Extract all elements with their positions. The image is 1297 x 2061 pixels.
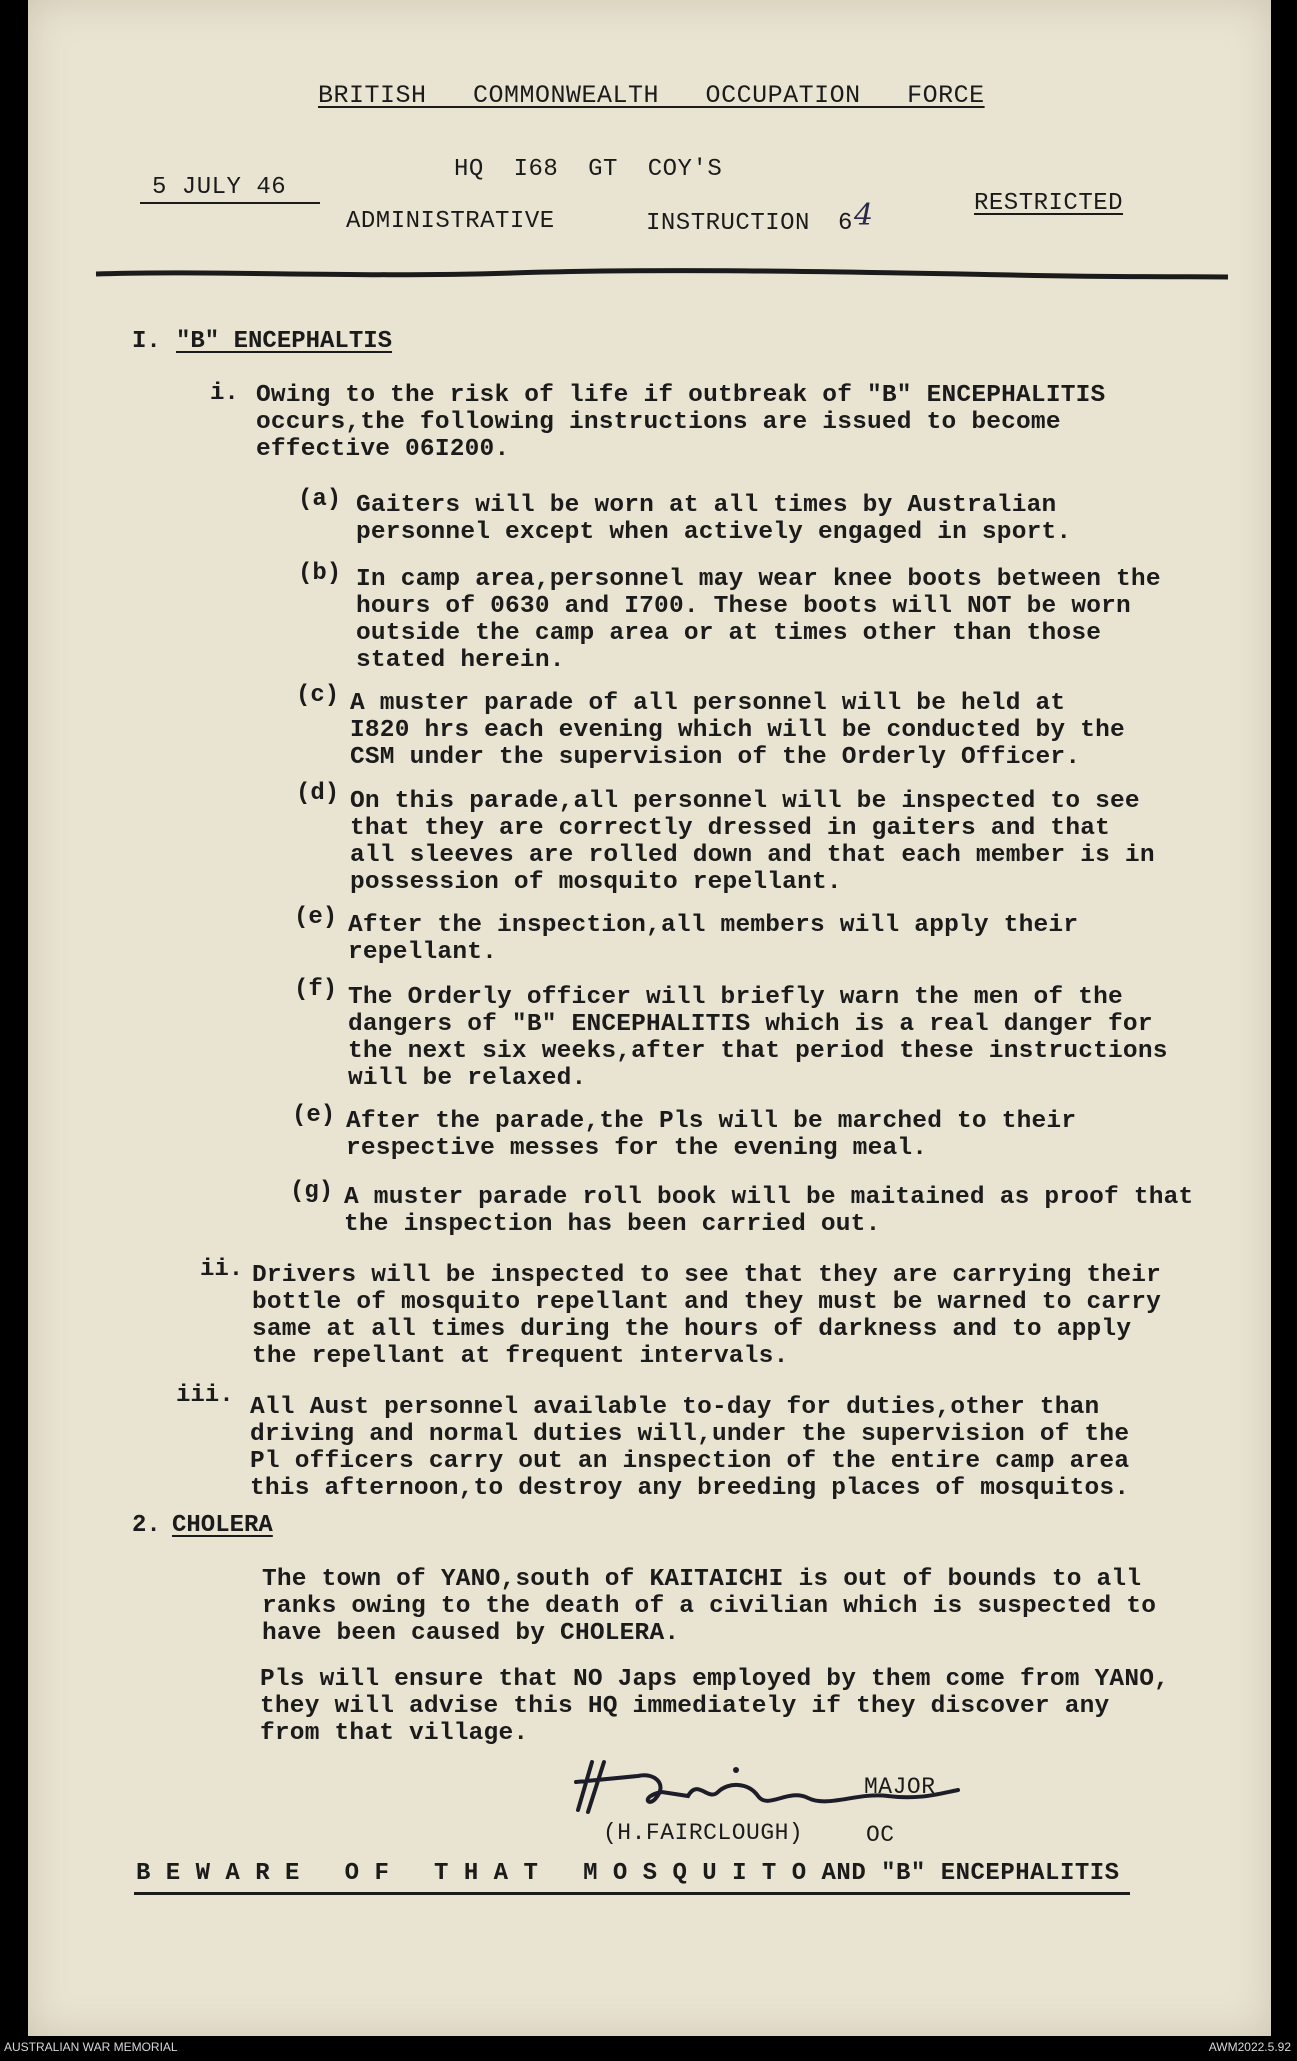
text-line: all sleeves are rolled down and that each member is in bbox=[350, 842, 1155, 869]
text-line: will be relaxed. bbox=[348, 1065, 587, 1092]
item-a-label: (a) bbox=[298, 486, 342, 513]
section2-paragraph-1 bbox=[262, 1566, 1156, 1647]
text-line: the next six weeks,after that period these instructions bbox=[348, 1038, 1168, 1065]
item-g bbox=[344, 1184, 1193, 1238]
text-line: Pl officers carry out an inspection of the entire camp area bbox=[250, 1448, 1130, 1475]
text-line: they will advise this HQ immediately if they discover any bbox=[260, 1693, 1110, 1720]
section1-iii bbox=[250, 1394, 1129, 1502]
signatory-role: OC bbox=[866, 1822, 895, 1848]
text-line: Gaiters will be worn at all times by Australian bbox=[356, 492, 1057, 519]
section1-intro bbox=[256, 382, 1105, 463]
footer-left: AUSTRALIAN WAR MEMORIAL bbox=[4, 2040, 178, 2054]
slogan: B E W A R E O F T H A T M O S Q U I T O AND "B" ENCEPHALITIS bbox=[136, 1860, 1120, 1887]
text-line: The town of YANO,south of KAITAICHI is out of bounds to all bbox=[262, 1566, 1142, 1593]
section2-paragraph-2 bbox=[260, 1666, 1169, 1747]
text-line: outside the camp area or at times other than those bbox=[356, 620, 1102, 647]
item-c-label: (c) bbox=[296, 682, 340, 709]
hq-line: HQ I68 GT COY'S bbox=[454, 156, 723, 183]
text-line: have been caused by CHOLERA. bbox=[262, 1620, 680, 1647]
item-f-label: (f) bbox=[294, 976, 338, 1003]
text-line: from that village. bbox=[260, 1720, 529, 1747]
text-line: The Orderly officer will briefly warn the men of the bbox=[348, 984, 1123, 1011]
section1-iii-number: iii. bbox=[176, 1382, 234, 1409]
section2-number: 2. bbox=[132, 1512, 161, 1539]
date-underline bbox=[140, 202, 320, 204]
section1-ii-number: ii. bbox=[200, 1256, 244, 1283]
instruction-number: 6 bbox=[838, 210, 853, 237]
item-b bbox=[356, 566, 1161, 674]
text-line: ranks owing to the death of a civilian which is suspected to bbox=[262, 1593, 1157, 1620]
section1-ii bbox=[252, 1262, 1161, 1370]
text-line: dangers of "B" ENCEPHALITIS which is a real danger for bbox=[348, 1011, 1153, 1038]
text-line: bottle of mosquito repellant and they must be warned to carry bbox=[252, 1289, 1162, 1316]
item-a bbox=[356, 492, 1071, 546]
text-line: After the parade,the Pls will be marched to their bbox=[346, 1108, 1077, 1135]
signatory-rank: MAJOR bbox=[864, 1774, 936, 1800]
classification-stamp: RESTRICTED bbox=[974, 190, 1124, 217]
header-rule bbox=[92, 264, 1232, 284]
section1-title: "B" ENCEPHALTIS bbox=[176, 328, 393, 355]
text-line: respective messes for the evening meal. bbox=[346, 1135, 928, 1162]
instruction-label: INSTRUCTION bbox=[646, 210, 810, 237]
item-d bbox=[350, 788, 1155, 896]
document-page bbox=[28, 0, 1271, 2036]
slogan-underline bbox=[134, 1892, 1130, 1895]
text-line: effective 06I200. bbox=[256, 436, 510, 463]
org-heading: BRITISH COMMONWEALTH OCCUPATION FORCE bbox=[318, 81, 985, 110]
item-e-label: (e) bbox=[294, 904, 338, 931]
text-line: stated herein. bbox=[356, 647, 565, 674]
item-d-label: (d) bbox=[296, 780, 340, 807]
item-g-label: (g) bbox=[290, 1178, 334, 1205]
text-line: All Aust personnel available to-day for duties,other than bbox=[250, 1394, 1100, 1421]
admin-label: ADMINISTRATIVE bbox=[346, 208, 555, 235]
item-e2-label: (e) bbox=[292, 1102, 336, 1129]
text-line: driving and normal duties will,under the supervision of the bbox=[250, 1421, 1130, 1448]
text-line: same at all times during the hours of darkness and to apply bbox=[252, 1316, 1132, 1343]
item-b-label: (b) bbox=[298, 560, 342, 587]
item-c bbox=[350, 690, 1125, 771]
date: 5 JULY 46 bbox=[152, 174, 287, 201]
text-line: A muster parade roll book will be maitained as proof that bbox=[344, 1184, 1194, 1211]
text-line: hours of 0630 and I700. These boots will NOT be worn bbox=[356, 593, 1131, 620]
item-f bbox=[348, 984, 1168, 1092]
text-line: this afternoon,to destroy any breeding places of mosquitos. bbox=[250, 1475, 1130, 1502]
text-line: I820 hrs each evening which will be conducted by the bbox=[350, 717, 1125, 744]
text-line: repellant. bbox=[348, 939, 498, 966]
text-line: CSM under the supervision of the Orderly Officer. bbox=[350, 744, 1081, 771]
section1-intro-number: i. bbox=[210, 380, 239, 407]
text-line: On this parade,all personnel will be inspected to see bbox=[350, 788, 1140, 815]
text-line: that they are correctly dressed in gaiters and that bbox=[350, 815, 1111, 842]
section1-number: I. bbox=[132, 328, 161, 355]
footer-right: AWM2022.5.92 bbox=[1208, 2040, 1291, 2054]
text-line: Drivers will be inspected to see that they are carrying their bbox=[252, 1262, 1162, 1289]
item-e bbox=[348, 912, 1078, 966]
text-line: Owing to the risk of life if outbreak of "B" ENCEPHALITIS bbox=[256, 382, 1106, 409]
text-line: A muster parade of all personnel will be held at bbox=[350, 690, 1066, 717]
instruction-number-handwritten: 4 bbox=[854, 198, 874, 233]
signatory-name: (H.FAIRCLOUGH) bbox=[603, 1820, 804, 1846]
text-line: After the inspection,all members will apply their bbox=[348, 912, 1079, 939]
text-line: occurs,the following instructions are issued to become bbox=[256, 409, 1061, 436]
text-line: In camp area,personnel may wear knee boots between the bbox=[356, 566, 1161, 593]
item-e2 bbox=[346, 1108, 1076, 1162]
text-line: personnel except when actively engaged in sport. bbox=[356, 519, 1072, 546]
text-line: the inspection has been carried out. bbox=[344, 1211, 881, 1238]
text-line: the repellant at frequent intervals. bbox=[252, 1343, 789, 1370]
section2-title: CHOLERA bbox=[172, 1512, 273, 1539]
text-line: possession of mosquito repellant. bbox=[350, 869, 842, 896]
text-line: Pls will ensure that NO Japs employed by them come from YANO, bbox=[260, 1666, 1170, 1693]
